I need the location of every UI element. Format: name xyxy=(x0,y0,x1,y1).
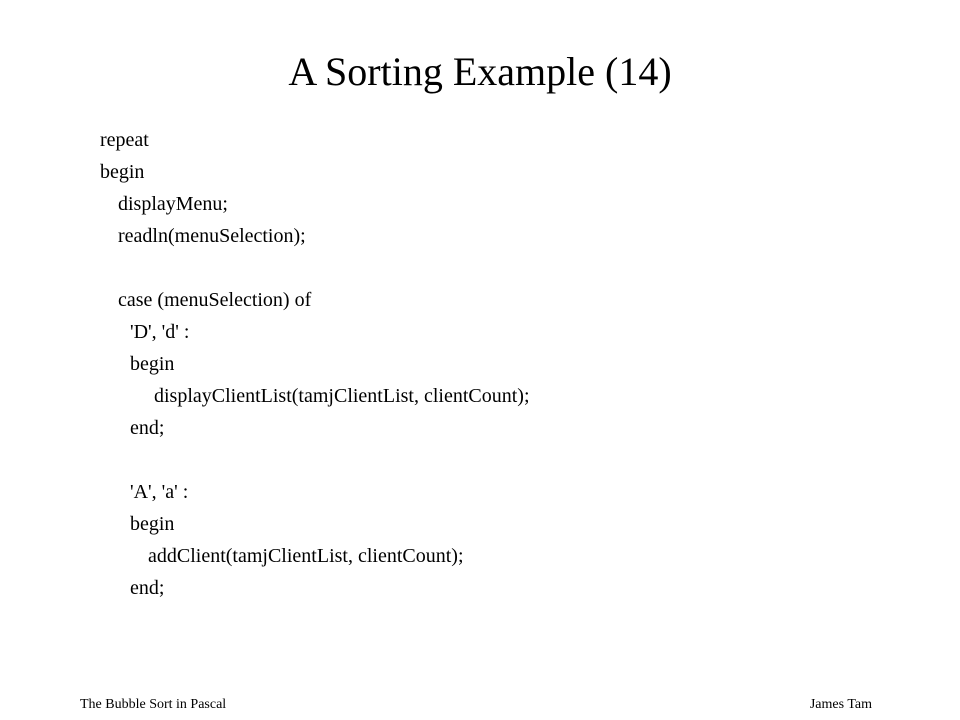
code-line: begin xyxy=(130,513,175,535)
slide-title: A Sorting Example (14) xyxy=(288,49,672,94)
code-line: displayClientList(tamjClientList, clientCount); xyxy=(154,385,530,407)
footer-course-title: The Bubble Sort in Pascal xyxy=(80,697,227,712)
code-line: displayMenu; xyxy=(118,193,228,215)
code-line: begin xyxy=(100,161,145,183)
footer-author: James Tam xyxy=(809,697,872,712)
code-line: begin xyxy=(130,353,175,375)
code-line: end; xyxy=(130,577,165,599)
code-line: 'D', 'd' : xyxy=(130,321,190,343)
code-line: readln(menuSelection); xyxy=(118,225,306,247)
code-line: end; xyxy=(130,417,165,439)
code-line: addClient(tamjClientList, clientCount); xyxy=(148,545,464,567)
code-line: repeat xyxy=(100,129,149,151)
code-line: case (menuSelection) of xyxy=(118,289,312,311)
code-line: 'A', 'a' : xyxy=(130,481,189,503)
